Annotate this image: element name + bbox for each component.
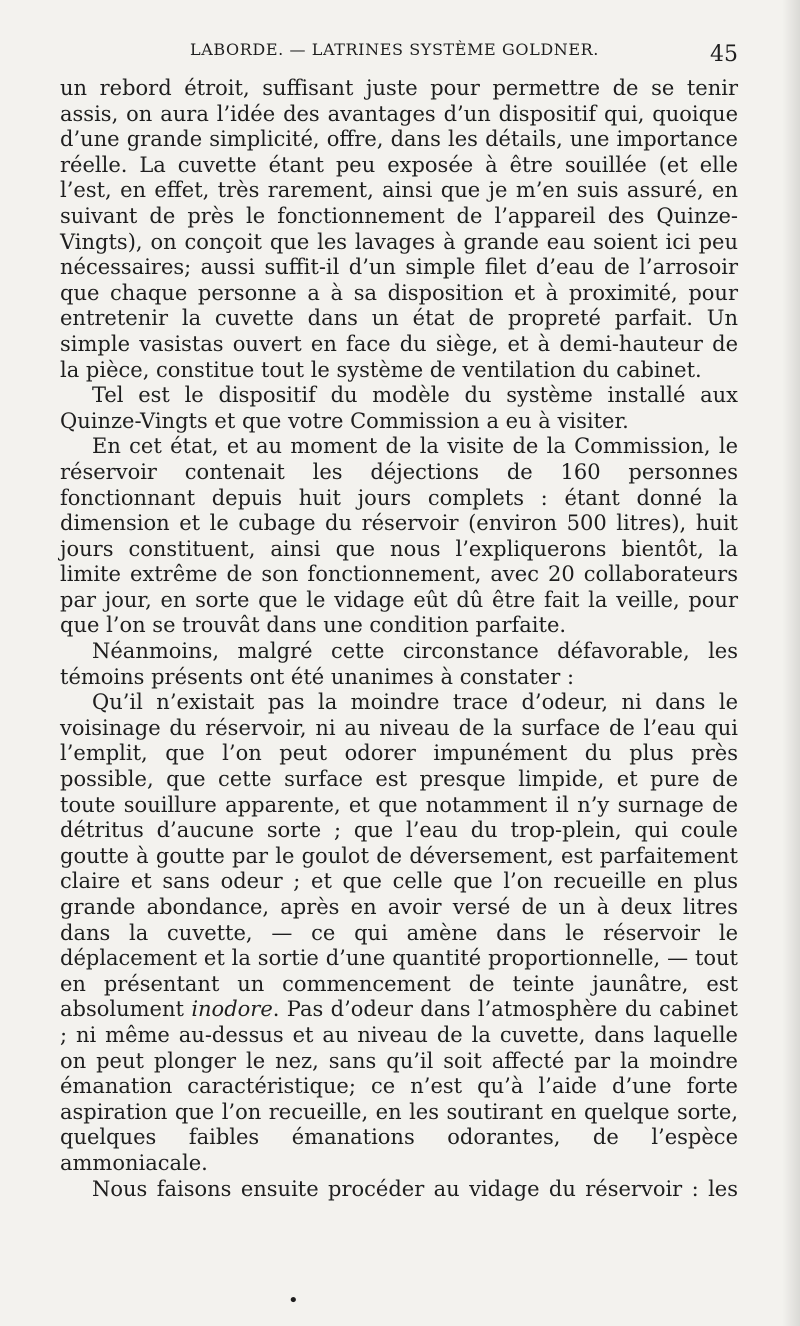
paragraph-vidage: Nous faisons ensuite procéder au vidage du réservoir : les: [92, 1176, 738, 1201]
paragraph-visite: En cet état, et au moment de la visite de la Commission, le réservoir contenait les déjections de 160 personnes fonctionnant depuis huit jours complets : étant donné la dimension et le cubage du réservoir (environ 500 litres), huit jours constituent, ainsi que nous l’expliquerons bientôt, la limite extrême de son fonctionnement, avec 20 collaborateurs par jour, en sorte que le vidage eût dû être fait la veille, pour que l’on se trouvât dans une condition parfaite.: [60, 434, 738, 638]
footer-mark: •: [288, 1290, 299, 1311]
paragraph-temoins: Néanmoins, malgré cette circonstance défavorable, les témoins présents ont été unanimes à constater :: [60, 639, 738, 689]
page-number: 45: [710, 42, 738, 67]
page-edge-shadow: [782, 0, 800, 1326]
running-head: LABORDE. — LATRINES SYSTÈME GOLDNER.: [190, 40, 599, 59]
page-header: [190, 40, 738, 70]
paragraph-odeur: Qu’il n’existait pas la moindre trace d’odeur, ni dans le voisinage du réservoir, ni au niveau de la surface de l’eau qui l’emplit, que l’on peut odorer impunément du plus près possible, que cette surface est presque limpide, et pure de toute souillure apparente, et que notamment il n’y surnage de détritus d’aucune sorte ; que l’eau du trop-plein, qui coule goutte à goutte par le goulot de déversement, est parfaitement claire et sans odeur ; et que celle que l’on recueille en plus grande abondance, après en avoir versé de un à deux litres dans la cuvette, — ce qui amène dans le réservoir le déplacement et la sortie d’une quantité proportionnelle, — tout en présentant un commencement de teinte jaunâtre, est absolument inodore. Pas d’odeur dans l’atmosphère du cabinet ; ni même au-dessus et au niveau de la cuvette, dans laquelle on peut plonger le nez, sans qu’il soit affecté par la moindre émanation caractéristique; ce n’est qu’à l’aide d’une forte aspiration que l’on recueille, en les soutirant en quelque sorte, quelques faibles émanations odorantes, de l’espèce ammoniacale.: [60, 690, 738, 1175]
page-body: [60, 76, 738, 1202]
paragraph-continuation: un rebord étroit, suffisant juste pour permettre de se tenir assis, on aura l’idée des avantages d’un dispositif qui, quoique d’une grande simplicité, offre, dans les détails, une importance réelle. La cuvette étant peu exposée à être souillée (et elle l’est, en effet, très rarement, ainsi que je m’en suis assuré, en suivant de près le fonctionnement de l’appareil des Quinze-Vingts), on conçoit que les lavages à grande eau soient ici peu nécessaires; aussi suffit-il d’un simple filet d’eau de l’arrosoir que chaque personne a à sa disposition et à proximité, pour entretenir la cuvette dans un état de propreté parfait. Un simple vasistas ouvert en face du siège, et à demi-hauteur de la pièce, constitue tout le système de ventilation du cabinet.: [60, 76, 738, 382]
italic-term: inodore: [191, 997, 273, 1022]
paragraph-dispositif: Tel est le dispositif du modèle du système installé aux Quinze-Vingts et que votre Commission a eu à visiter.: [60, 383, 738, 433]
